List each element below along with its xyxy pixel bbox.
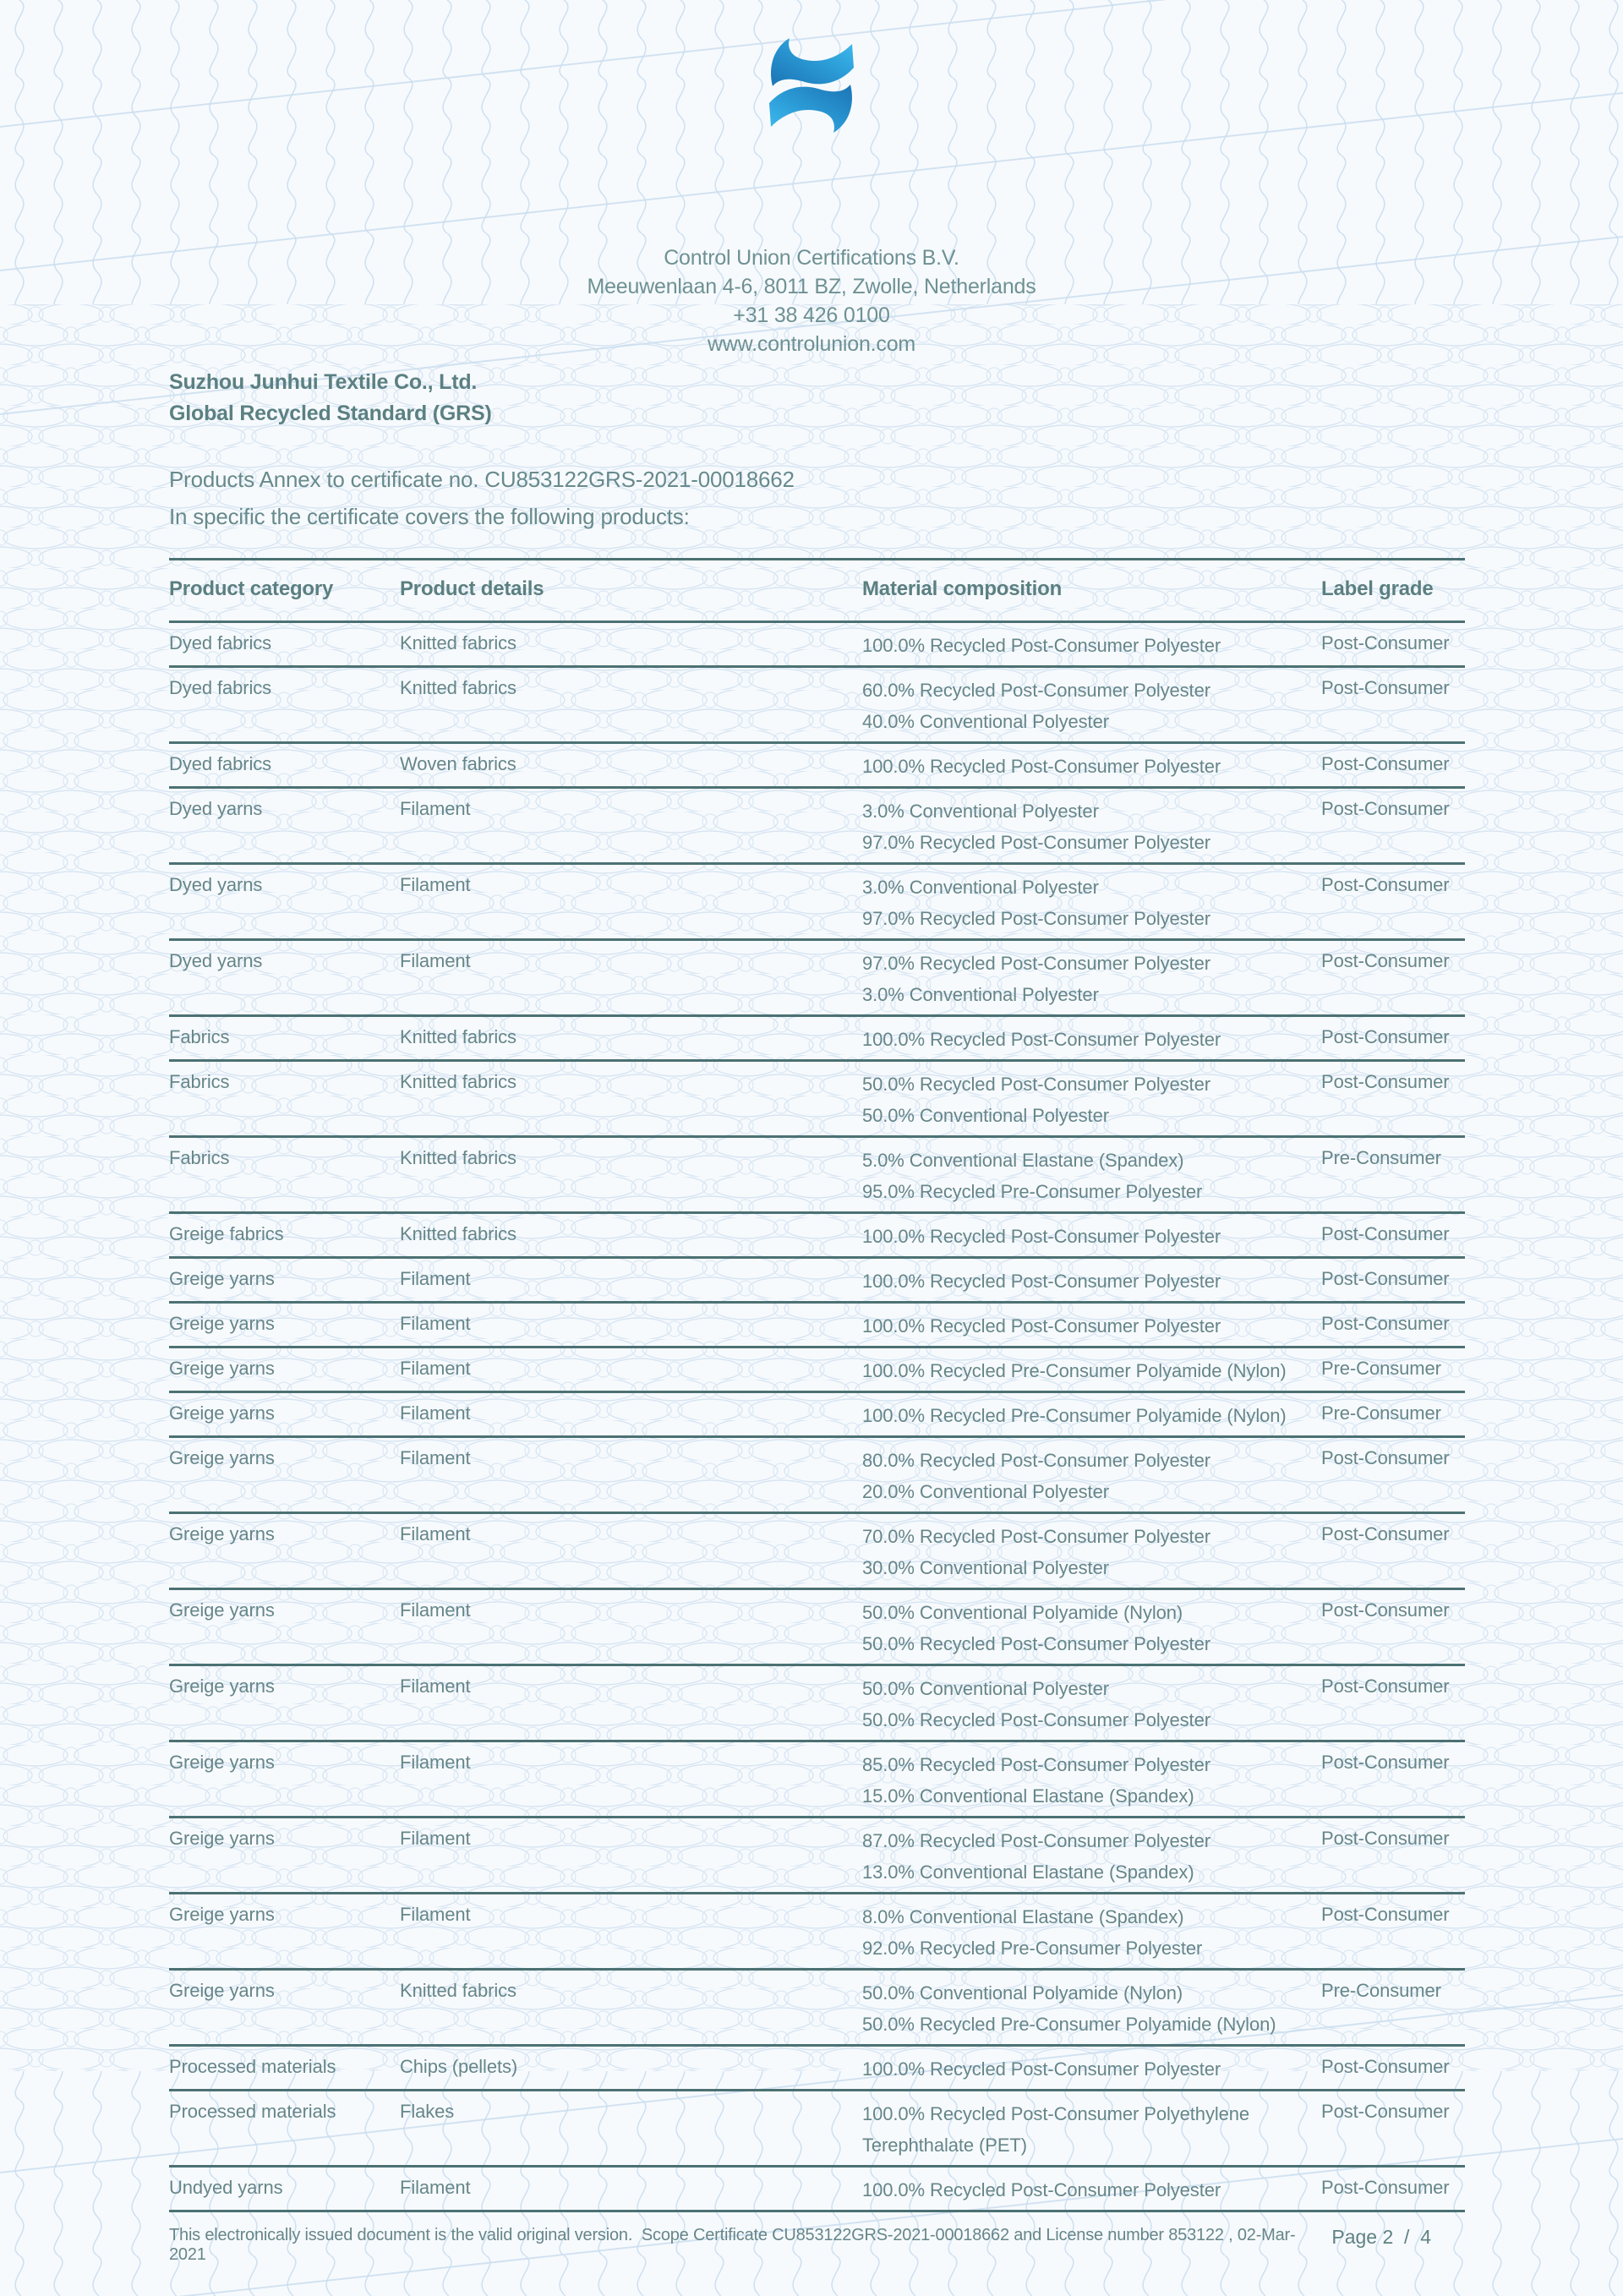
- table-row: [169, 2047, 1465, 2091]
- material-composition-line: 100.0% Recycled Post-Consumer Polyester: [862, 1271, 1221, 1292]
- table-row: [169, 744, 1465, 789]
- product-details-cell: Filament: [400, 1402, 471, 1424]
- material-composition-line: 50.0% Recycled Pre-Consumer Polyamide (Nylon): [862, 2014, 1276, 2035]
- product-details-cell: Filament: [400, 798, 471, 819]
- table-row: [169, 1590, 1465, 1666]
- certificate-holder-block: [169, 367, 492, 429]
- product-category-cell: Greige yarns: [169, 1904, 275, 1925]
- column-header-product-details: Product details: [400, 577, 544, 600]
- label-grade-cell: Post-Consumer: [1321, 1523, 1450, 1544]
- label-grade-cell: Post-Consumer: [1321, 2177, 1450, 2198]
- table-row: [169, 2168, 1465, 2212]
- material-composition-line: 13.0% Conventional Elastane (Spandex): [862, 1861, 1194, 1883]
- product-details-cell: Knitted fabrics: [400, 1026, 516, 1047]
- label-grade-cell: Post-Consumer: [1321, 1447, 1450, 1468]
- table-row: [169, 865, 1465, 941]
- column-header-label-grade: Label grade: [1321, 577, 1434, 600]
- products-table-body: [169, 623, 1465, 2212]
- issuer-phone: +31 38 426 0100: [733, 303, 890, 327]
- product-category-cell: Greige yarns: [169, 1676, 275, 1697]
- material-composition-cell: [862, 2096, 1321, 2161]
- product-category-cell: Processed materials: [169, 2101, 336, 2122]
- product-category-cell: Greige yarns: [169, 1523, 275, 1544]
- material-composition-cell: [862, 1263, 1321, 1297]
- material-composition-line: 3.0% Conventional Polyester: [862, 877, 1099, 898]
- label-grade-cell: Post-Consumer: [1321, 798, 1450, 819]
- material-composition-line: 80.0% Recycled Post-Consumer Polyester: [862, 1450, 1210, 1471]
- product-category-cell: Dyed yarns: [169, 874, 263, 895]
- material-composition-line: 100.0% Recycled Post-Consumer Polyester: [862, 635, 1221, 656]
- product-details-cell: Filament: [400, 950, 471, 971]
- product-details-cell: Knitted fabrics: [400, 1071, 516, 1092]
- label-grade-cell: Post-Consumer: [1321, 1904, 1450, 1925]
- material-composition-line: 100.0% Recycled Post-Consumer Polyester: [862, 756, 1221, 777]
- table-row: [169, 1017, 1465, 1062]
- label-grade-cell: Post-Consumer: [1321, 632, 1450, 653]
- product-category-cell: Dyed yarns: [169, 798, 263, 819]
- material-composition-line: 97.0% Recycled Post-Consumer Polyester: [862, 908, 1210, 929]
- product-details-cell: Knitted fabrics: [400, 1223, 516, 1244]
- product-category-cell: Fabrics: [169, 1071, 230, 1092]
- column-header-material-composition: Material composition: [862, 577, 1063, 600]
- product-details-cell: Knitted fabrics: [400, 632, 516, 653]
- table-row: [169, 1742, 1465, 1818]
- table-row: [169, 1971, 1465, 2047]
- table-row: [169, 1818, 1465, 1894]
- table-row: [169, 1214, 1465, 1259]
- material-composition-cell: [862, 1670, 1321, 1736]
- products-table: [169, 558, 1465, 2265]
- product-category-cell: Greige yarns: [169, 1447, 275, 1468]
- product-details-cell: Filament: [400, 1904, 471, 1925]
- material-composition-cell: [862, 1142, 1321, 1207]
- issuer-website: www.controlunion.com: [707, 332, 916, 356]
- product-details-cell: Knitted fabrics: [400, 1980, 516, 2001]
- product-details-cell: Filament: [400, 874, 471, 895]
- material-composition-line: 8.0% Conventional Elastane (Spandex): [862, 1906, 1184, 1927]
- label-grade-cell: Post-Consumer: [1321, 874, 1450, 895]
- table-row: [169, 1393, 1465, 1438]
- product-category-cell: Greige yarns: [169, 1358, 275, 1379]
- table-row: [169, 1348, 1465, 1393]
- table-row: [169, 1259, 1465, 1304]
- product-category-cell: Dyed fabrics: [169, 677, 272, 698]
- product-details-cell: Filament: [400, 2177, 471, 2198]
- material-composition-line: 100.0% Recycled Pre-Consumer Polyamide (Nylon): [862, 1360, 1287, 1381]
- material-composition-line: 70.0% Recycled Post-Consumer Polyester: [862, 1526, 1210, 1547]
- holder-standard-name: Global Recycled Standard (GRS): [169, 402, 492, 425]
- label-grade-cell: Post-Consumer: [1321, 2101, 1450, 2122]
- holder-company-name: Suzhou Junhui Textile Co., Ltd.: [169, 370, 478, 394]
- material-composition-line: 100.0% Recycled Post-Consumer Polyester: [862, 2058, 1221, 2080]
- covers-products-line: In specific the certificate covers the following products:: [169, 504, 690, 529]
- material-composition-line: 100.0% Recycled Post-Consumer Polyester: [862, 2179, 1221, 2200]
- material-composition-line: 40.0% Conventional Polyester: [862, 711, 1109, 732]
- material-composition-cell: [862, 2051, 1321, 2085]
- product-category-cell: Greige fabrics: [169, 1223, 284, 1244]
- material-composition-cell: [862, 1021, 1321, 1055]
- table-row: [169, 789, 1465, 865]
- control-union-logo: [764, 34, 859, 137]
- material-composition-cell: [862, 1442, 1321, 1507]
- label-grade-cell: Post-Consumer: [1321, 1026, 1450, 1047]
- control-union-swoosh-icon: [764, 34, 859, 137]
- product-details-cell: Flakes: [400, 2101, 455, 2122]
- label-grade-cell: Pre-Consumer: [1321, 1402, 1441, 1424]
- table-row: [169, 668, 1465, 744]
- product-category-cell: Greige yarns: [169, 1828, 275, 1849]
- material-composition-line: 92.0% Recycled Pre-Consumer Polyester: [862, 1938, 1203, 1959]
- material-composition-cell: [862, 869, 1321, 934]
- material-composition-line: 100.0% Recycled Post-Consumer Polyester: [862, 1029, 1221, 1050]
- label-grade-cell: Post-Consumer: [1321, 2056, 1450, 2077]
- issuer-address-block: [0, 243, 1623, 358]
- product-details-cell: Filament: [400, 1447, 471, 1468]
- label-grade-cell: Post-Consumer: [1321, 1676, 1450, 1697]
- material-composition-line: 50.0% Conventional Polyester: [862, 1105, 1109, 1126]
- annex-reference-line: Products Annex to certificate no. CU853122GRS-2021-00018662: [169, 467, 795, 492]
- material-composition-cell: [862, 627, 1321, 661]
- product-category-cell: Greige yarns: [169, 1402, 275, 1424]
- material-composition-line: 100.0% Recycled Post-Consumer Polyester: [862, 1226, 1221, 1247]
- material-composition-line: 95.0% Recycled Pre-Consumer Polyester: [862, 1181, 1203, 1202]
- table-row: [169, 1514, 1465, 1590]
- table-row: [169, 1438, 1465, 1514]
- material-composition-cell: [862, 1594, 1321, 1659]
- label-grade-cell: Post-Consumer: [1321, 1313, 1450, 1334]
- material-composition-line: 97.0% Recycled Post-Consumer Polyester: [862, 832, 1210, 853]
- material-composition-cell: [862, 1066, 1321, 1131]
- material-composition-line: 5.0% Conventional Elastane (Spandex): [862, 1150, 1184, 1171]
- material-composition-cell: [862, 1308, 1321, 1342]
- product-category-cell: Greige yarns: [169, 1313, 275, 1334]
- table-row: [169, 1138, 1465, 1214]
- material-composition-line: 50.0% Conventional Polyester: [862, 1678, 1109, 1699]
- product-details-cell: Filament: [400, 1358, 471, 1379]
- product-category-cell: Processed materials: [169, 2056, 336, 2077]
- product-category-cell: Fabrics: [169, 1147, 230, 1168]
- product-details-cell: Knitted fabrics: [400, 1147, 516, 1168]
- material-composition-cell: [862, 1353, 1321, 1386]
- product-details-cell: Filament: [400, 1268, 471, 1289]
- label-grade-cell: Pre-Consumer: [1321, 1147, 1441, 1168]
- product-category-cell: Dyed fabrics: [169, 632, 272, 653]
- material-composition-cell: [862, 748, 1321, 782]
- material-composition-line: 30.0% Conventional Polyester: [862, 1557, 1109, 1578]
- page-number-label: Page 2 / 4: [1331, 2226, 1431, 2248]
- product-details-cell: Filament: [400, 1828, 471, 1849]
- material-composition-line: 3.0% Conventional Polyester: [862, 984, 1099, 1005]
- product-category-cell: Dyed fabrics: [169, 753, 272, 774]
- product-category-cell: Greige yarns: [169, 1980, 275, 2001]
- material-composition-line: 100.0% Recycled Pre-Consumer Polyamide (Nylon): [862, 1405, 1287, 1426]
- material-composition-line: 60.0% Recycled Post-Consumer Polyester: [862, 680, 1210, 701]
- material-composition-cell: [862, 1218, 1321, 1252]
- material-composition-cell: [862, 1747, 1321, 1812]
- material-composition-line: 100.0% Recycled Post-Consumer Polyester: [862, 1315, 1221, 1337]
- material-composition-line: 100.0% Recycled Post-Consumer Polyethylene Terephthalate (PET): [862, 2103, 1250, 2156]
- table-row: [169, 1062, 1465, 1138]
- material-composition-line: 50.0% Conventional Polyamide (Nylon): [862, 1982, 1183, 2004]
- footer-disclaimer-text: This electronically issued document is the valid original version. Scope Certificate CU853122GRS-2021-00018662 and License number 853122 , 02-Mar-2021: [169, 2226, 1296, 2264]
- issuer-name: Control Union Certifications B.V.: [664, 246, 959, 270]
- material-composition-line: 3.0% Conventional Polyester: [862, 801, 1099, 822]
- material-composition-line: 97.0% Recycled Post-Consumer Polyester: [862, 953, 1210, 974]
- label-grade-cell: Post-Consumer: [1321, 1599, 1450, 1621]
- table-row: [169, 1304, 1465, 1348]
- page-footer: [169, 2212, 1465, 2265]
- label-grade-cell: Pre-Consumer: [1321, 1980, 1441, 2001]
- product-details-cell: Filament: [400, 1523, 471, 1544]
- material-composition-line: 20.0% Conventional Polyester: [862, 1481, 1109, 1502]
- column-header-product-category: Product category: [169, 577, 334, 600]
- product-category-cell: Greige yarns: [169, 1599, 275, 1621]
- material-composition-line: 87.0% Recycled Post-Consumer Polyester: [862, 1830, 1210, 1851]
- label-grade-cell: Post-Consumer: [1321, 1828, 1450, 1849]
- label-grade-cell: Post-Consumer: [1321, 677, 1450, 698]
- product-details-cell: Filament: [400, 1676, 471, 1697]
- material-composition-cell: [862, 1899, 1321, 1964]
- label-grade-cell: Post-Consumer: [1321, 753, 1450, 774]
- material-composition-cell: [862, 1975, 1321, 2040]
- material-composition-cell: [862, 793, 1321, 858]
- table-row: [169, 941, 1465, 1017]
- product-category-cell: Greige yarns: [169, 1268, 275, 1289]
- material-composition-cell: [862, 1823, 1321, 1888]
- material-composition-cell: [862, 1397, 1321, 1431]
- material-composition-line: 15.0% Conventional Elastane (Spandex): [862, 1785, 1194, 1807]
- product-details-cell: Woven fabrics: [400, 753, 516, 774]
- material-composition-line: 50.0% Recycled Post-Consumer Polyester: [862, 1709, 1210, 1730]
- table-row: [169, 623, 1465, 668]
- product-category-cell: Dyed yarns: [169, 950, 263, 971]
- material-composition-line: 50.0% Recycled Post-Consumer Polyester: [862, 1074, 1210, 1095]
- label-grade-cell: Post-Consumer: [1321, 1071, 1450, 1092]
- product-details-cell: Filament: [400, 1313, 471, 1334]
- material-composition-line: 50.0% Conventional Polyamide (Nylon): [862, 1602, 1183, 1623]
- product-category-cell: Greige yarns: [169, 1752, 275, 1773]
- product-details-cell: Filament: [400, 1599, 471, 1621]
- issuer-address: Meeuwenlaan 4-6, 8011 BZ, Zwolle, Netherlands: [587, 275, 1036, 298]
- table-row: [169, 2091, 1465, 2168]
- table-row: [169, 1666, 1465, 1742]
- product-details-cell: Filament: [400, 1752, 471, 1773]
- product-category-cell: Undyed yarns: [169, 2177, 283, 2198]
- label-grade-cell: Pre-Consumer: [1321, 1358, 1441, 1379]
- material-composition-line: 85.0% Recycled Post-Consumer Polyester: [862, 1754, 1210, 1775]
- product-details-cell: Chips (pellets): [400, 2056, 518, 2077]
- label-grade-cell: Post-Consumer: [1321, 1752, 1450, 1773]
- material-composition-cell: [862, 1518, 1321, 1583]
- product-details-cell: Knitted fabrics: [400, 677, 516, 698]
- material-composition-cell: [862, 2172, 1321, 2206]
- products-table-header: [169, 560, 1465, 623]
- label-grade-cell: Post-Consumer: [1321, 1268, 1450, 1289]
- label-grade-cell: Post-Consumer: [1321, 950, 1450, 971]
- material-composition-line: 50.0% Recycled Post-Consumer Polyester: [862, 1633, 1210, 1654]
- product-category-cell: Fabrics: [169, 1026, 230, 1047]
- material-composition-cell: [862, 945, 1321, 1010]
- material-composition-cell: [862, 672, 1321, 737]
- table-row: [169, 1894, 1465, 1971]
- label-grade-cell: Post-Consumer: [1321, 1223, 1450, 1244]
